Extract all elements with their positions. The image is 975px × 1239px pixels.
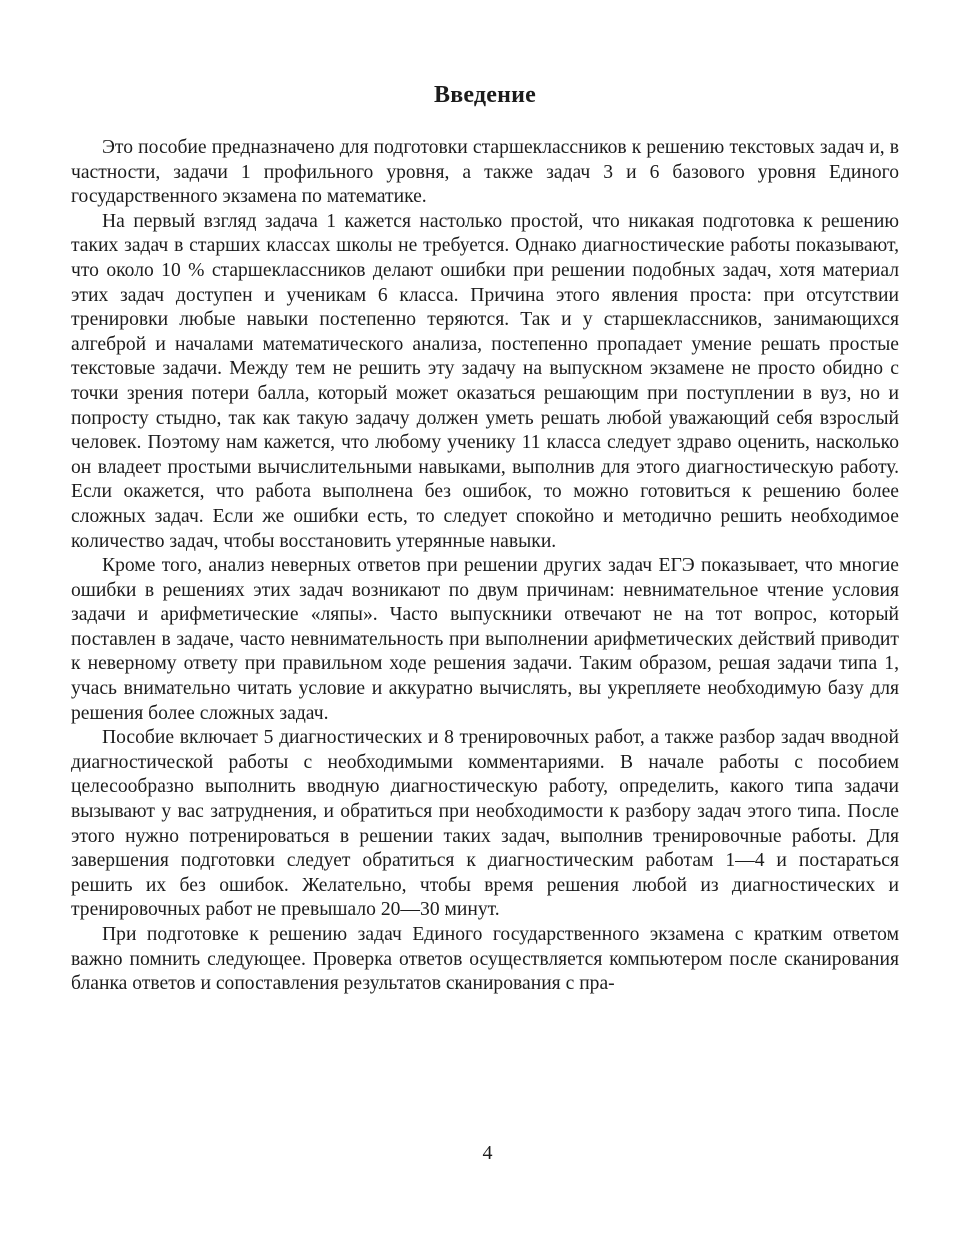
- paragraph-book-contents: Пособие включает 5 диагностических и 8 тренировочных работ, а также разбор задач вводной диагностической работы с необходимыми комментариями. В начале работы с пособием целесообразно выполнить вводную диагностическую работу, определить, какого типа задачи вызывают у вас затруднения, и обратиться при необходимости к разбору задач этого типа. После этого нужно потренироваться в решении таких задач, выполнив тренировочные работы. Для завершения подготовки следует обратиться к диагностическим работам 1—4 и постараться решить их без ошибок. Желательно, чтобы время решения любой из диагностических и тренировочных работ не превышало 20—30 минут.: [71, 727, 899, 921]
- page-number: 4: [482, 1142, 493, 1164]
- book-page: [71, 78, 899, 997]
- paragraph-error-analysis: Кроме того, анализ неверных ответов при решении других задач ЕГЭ показывает, что многие ошибки в решениях этих задач возникают по двум причинам: невнимательное чтение условия задачи и арифметические «ляпы». Часто выпускники отвечают не на тот вопрос, который поставлен в задаче, часто невнимательность при выполнении арифметических действий приводит к неверному ответу при правильном ходе решения задачи. Таким образом, решая задачи типа 1, учась внимательно читать условие и аккуратно вычислять, вы укрепляете необходимую базу для решения более сложных задач.: [71, 555, 899, 724]
- page-title: Введение: [433, 82, 536, 108]
- paragraph-intro: Это пособие предназначено для подготовки старшеклассников к решению текстовых задач и, в частности, задачи 1 профильного уровня, а также задач 3 и 6 базового уровня Единого государственного экзамена по математике.: [71, 137, 899, 208]
- paragraph-exam-preparation: При подготовке к решению задач Единого государственного экзамена с кратким ответом важно помнить следующее. Проверка ответов осуществляется компьютером после сканирования бланка ответов и сопоставления результатов сканирования с пра-: [71, 924, 899, 995]
- paragraph-task-difficulty: На первый взгляд задача 1 кажется настолько простой, что никакая подготовка к решению таких задач в старших классах школы не требуется. Однако диагностические работы показывают, что около 10 % старшеклассников делают ошибки при решении подобных задач, хотя материал этих задач доступен и ученикам 6 класса. Причина этого явления проста: при отсутствии тренировки любые навыки постепенно теряются. Так и у старшеклассников, занимающихся алгеброй и началами математического анализа, постепенно пропадает умение решать простые текстовые задачи. Между тем не решить эту задачу на выпускном экзамене не просто обидно с точки зрения потери балла, который может оказаться решающим при поступлении в вуз, но и попросту стыдно, так как такую задачу должен уметь решать любой уважающий себя взрослый человек. Поэтому нам кажется, что любому ученику 11 класса следует здраво оценить, насколько он владеет простыми вычислительными навыками, выполнив для этого диагностическую работу. Если окажется, что работа выполнена без ошибок, то можно готовиться к решению более сложных задач. Если же ошибки есть, то следует спокойно и методично решить необходимое количество задач, чтобы восстановить утерянные навыки.: [71, 210, 899, 552]
